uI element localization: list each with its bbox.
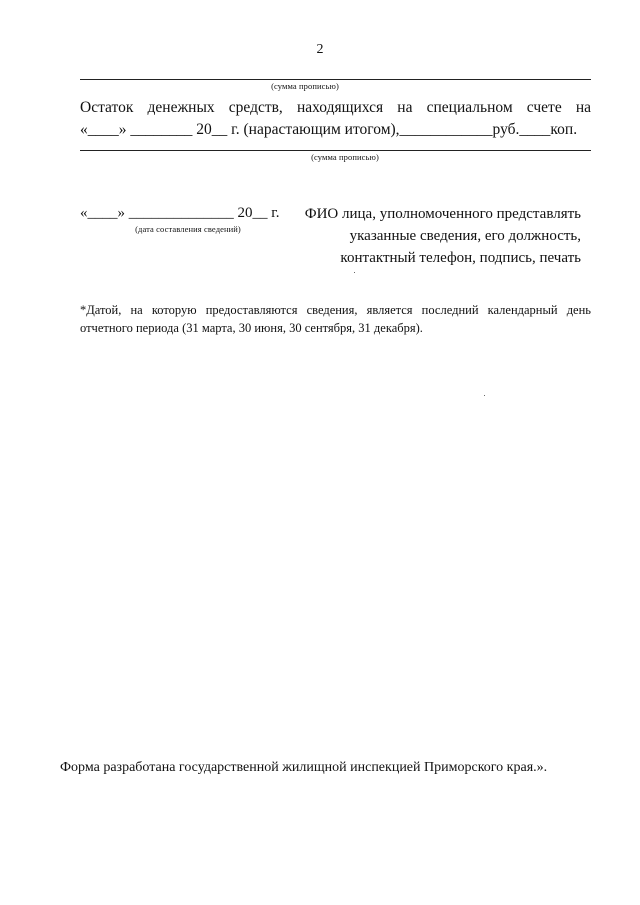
signature-line-2: указанные сведения, его должность, [349, 228, 581, 244]
balance-word: на [397, 99, 413, 116]
amount-words-line [80, 79, 591, 80]
balance-word: денежных [147, 99, 215, 116]
balance-word: Остаток [80, 99, 134, 116]
signature-line-1: ФИО лица, уполномоченного представлять [304, 206, 581, 222]
amount-words-caption: (сумма прописью) [271, 81, 339, 91]
form-author-note: Форма разработана государственной жилищной инспекцией Приморского края.». [60, 760, 548, 775]
balance-word: находящихся [296, 99, 384, 116]
amount-words-caption-2: (сумма прописью) [311, 152, 379, 162]
balance-word: средств, [228, 99, 283, 116]
signature-block [290, 203, 581, 269]
date-caption: (дата составления сведений) [135, 224, 241, 234]
balance-word: счете [526, 99, 562, 116]
page-number: 2 [316, 42, 324, 57]
balance-line-2: «____» ________ 20__ г. (нарастающим итогом),____________руб.____коп. [80, 121, 578, 138]
balance-word: на [575, 99, 592, 116]
date-line: «____» ______________ 20__ г. [80, 205, 280, 221]
scan-speck [354, 272, 355, 273]
scan-speck [484, 395, 485, 396]
signature-line-3: контактный телефон, подпись, печать [340, 250, 581, 266]
amount-words-line-2 [80, 150, 591, 151]
balance-word: специальном [426, 99, 513, 116]
balance-line-1 [80, 99, 591, 117]
footnote: *Датой, на которую предоставляются сведения, является последний календарный день отчетного периода (31 марта, 30 июня, 30 сентября, 31 декабря). [80, 303, 591, 335]
